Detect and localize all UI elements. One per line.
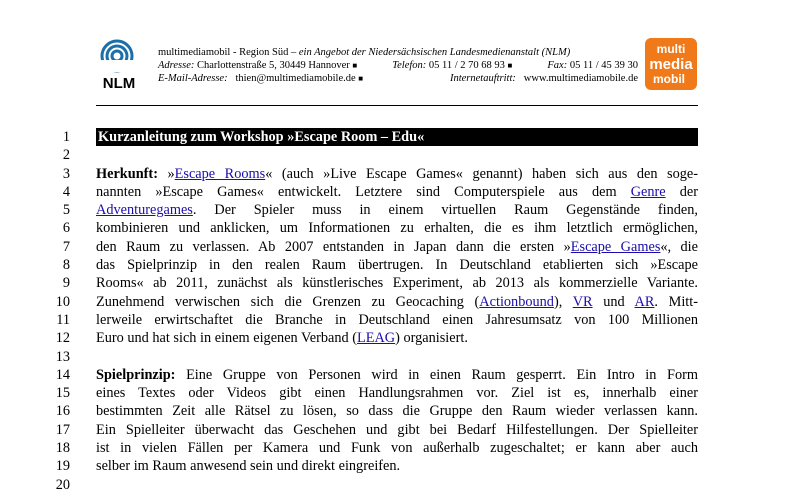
line-number: 13 — [55, 348, 70, 365]
separator: ■ — [352, 61, 358, 70]
line-numbers — [40, 128, 70, 494]
link-escape-games[interactable]: Escape Games — [570, 238, 661, 255]
line-number: 3 — [62, 165, 70, 182]
nlm-logo — [92, 38, 146, 92]
text: «, die — [660, 238, 699, 255]
logo-line-3: mobil — [653, 72, 685, 86]
org-tagline: ein Angebot der Niedersächsischen Landesmedienanstalt (NLM) — [298, 47, 571, 58]
paragraph-line: kombinieren und anklicken, um Informationen zu erhalten, die es ihm letztlich ermöglichen, — [96, 220, 698, 237]
web-label: Internetauftritt: — [449, 73, 516, 84]
paragraph-line — [96, 183, 698, 201]
line-number: 10 — [55, 293, 70, 310]
paragraph-line — [96, 238, 698, 256]
paragraph-line: lerweile erwirtschaftet die Branche in Deutschland einen Jahresumsatz von 100 Millionen — [96, 311, 698, 328]
link-adventuregames[interactable]: Adventuregames — [96, 202, 193, 219]
address: Charlottenstraße 5, 30449 Hannover — [196, 60, 350, 71]
line-number: 11 — [56, 311, 70, 328]
paragraph-line — [96, 329, 698, 347]
paragraph-line: selber im Raum anwesend sein und direkt eingreifen. — [96, 458, 401, 475]
line-number: 2 — [62, 147, 70, 164]
paragraph-line — [96, 201, 698, 219]
line-number: 12 — [55, 330, 70, 347]
text: der — [679, 183, 698, 200]
line-number: 9 — [62, 275, 70, 292]
org-name: multimediamobil - Region Süd – — [158, 47, 297, 58]
text: Euro und hat sich in einem eigenen Verband ( — [96, 330, 357, 347]
paragraph-line: Ein Spielleiter überwacht das Geschehen und gibt bei Bedarf Hilfestellungen. Der Spielleiter — [96, 421, 698, 438]
document-title: Kurzanleitung zum Workshop »Escape Room – Edu« — [96, 128, 698, 146]
logo-line-2: media — [649, 56, 693, 73]
line-number: 20 — [55, 476, 70, 493]
paragraph-line — [96, 366, 698, 384]
text: » — [167, 165, 175, 182]
text: Zunehmend verwischen sich die Grenzen zu Geocaching ( — [96, 293, 480, 310]
line-number: 8 — [62, 257, 70, 274]
link-actionbound[interactable]: Actionbound — [479, 293, 554, 310]
fax: 05 11 / 45 39 30 — [569, 60, 638, 71]
paragraph-line — [96, 165, 698, 183]
multimediamobil-logo-mark — [644, 37, 698, 91]
line-number: 5 — [62, 202, 70, 219]
text: ) organisiert. — [395, 330, 468, 347]
line-number: 1 — [62, 129, 70, 145]
phone-label: Telefon: — [392, 60, 427, 71]
line-number: 16 — [55, 403, 70, 420]
email-label: E-Mail-Adresse: — [158, 73, 228, 84]
link-genre[interactable]: Genre — [630, 183, 666, 200]
line-number: 14 — [55, 366, 70, 383]
fax-label: Fax: — [547, 60, 568, 71]
link-ar[interactable]: AR — [634, 293, 655, 310]
blank-line — [96, 146, 698, 164]
line-number: 7 — [62, 238, 70, 255]
link-vr[interactable]: VR — [572, 293, 593, 310]
text: . Der Spieler muss in einem virtuellen Raum Gegenstände finden, — [192, 202, 698, 219]
text: nannten »Escape Games« entwickelt. Letztere sind Computerspiele aus dem — [96, 183, 617, 200]
separator: ■ — [507, 61, 513, 70]
paragraph-line: ist in vielen Fällen per Kamera und Funk von außerhalb zugeschaltet; er kann aber auch — [96, 440, 698, 457]
line-number: 6 — [62, 220, 70, 237]
link-leag[interactable]: LEAG — [356, 330, 396, 347]
line-number: 18 — [55, 440, 70, 457]
phone: 05 11 / 2 70 68 93 — [428, 60, 505, 71]
multimediamobil-logo — [644, 37, 698, 91]
text: und — [603, 293, 625, 310]
document-body — [96, 128, 698, 476]
blank-line — [96, 348, 698, 366]
website[interactable]: www.multimediamobile.de — [523, 73, 638, 84]
header-rule — [96, 105, 698, 106]
text: ), — [553, 293, 563, 310]
text: « (auch »Live Escape Games« genannt) haben sich aus den soge- — [265, 165, 699, 182]
paragraph-line — [96, 293, 698, 311]
line-number: 19 — [55, 458, 70, 475]
section-heading-origin: Herkunft: — [96, 165, 158, 182]
nlm-logo-text: NLM — [102, 75, 136, 92]
nlm-logo-mark — [92, 38, 146, 92]
section-heading-principle: Spielprinzip: — [96, 366, 176, 383]
paragraph-line: bestimmten Zeit alle Rätsel zu lösen, so dass die Gruppe den Raum wieder verlassen kann. — [96, 403, 698, 420]
line-number: 15 — [55, 385, 70, 402]
email[interactable]: thien@multimediamobile.de — [235, 73, 356, 84]
address-label: Adresse: — [158, 60, 195, 71]
paragraph-line: das Spielprinzip in den realen Raum übertrugen. In Deutschland etablierten sich »Escape — [96, 257, 698, 274]
text: den Raum zu verlassen. Ab 2007 entstanden in Japan dann die ersten » — [96, 238, 571, 255]
line-number: 17 — [55, 421, 70, 438]
separator: ■ — [358, 74, 364, 83]
letterhead — [158, 46, 638, 85]
text: Eine Gruppe von Personen wird in einen Raum gesperrt. Ein Intro in Form — [186, 366, 698, 383]
paragraph-line: Rooms« ab 2011, zunächst als künstlerisches Experiment, ab 2013 als kommerzielle Variante. — [96, 275, 698, 292]
paragraph-line: eines Textes oder Videos gibt einen Handlungsrahmen vor. Ziel ist es, innerhalb einer — [96, 385, 698, 402]
link-escape-rooms[interactable]: Escape Rooms — [174, 165, 266, 182]
logo-line-1: multi — [656, 42, 686, 56]
text: . Mitt- — [654, 293, 698, 310]
line-number: 4 — [62, 183, 70, 200]
